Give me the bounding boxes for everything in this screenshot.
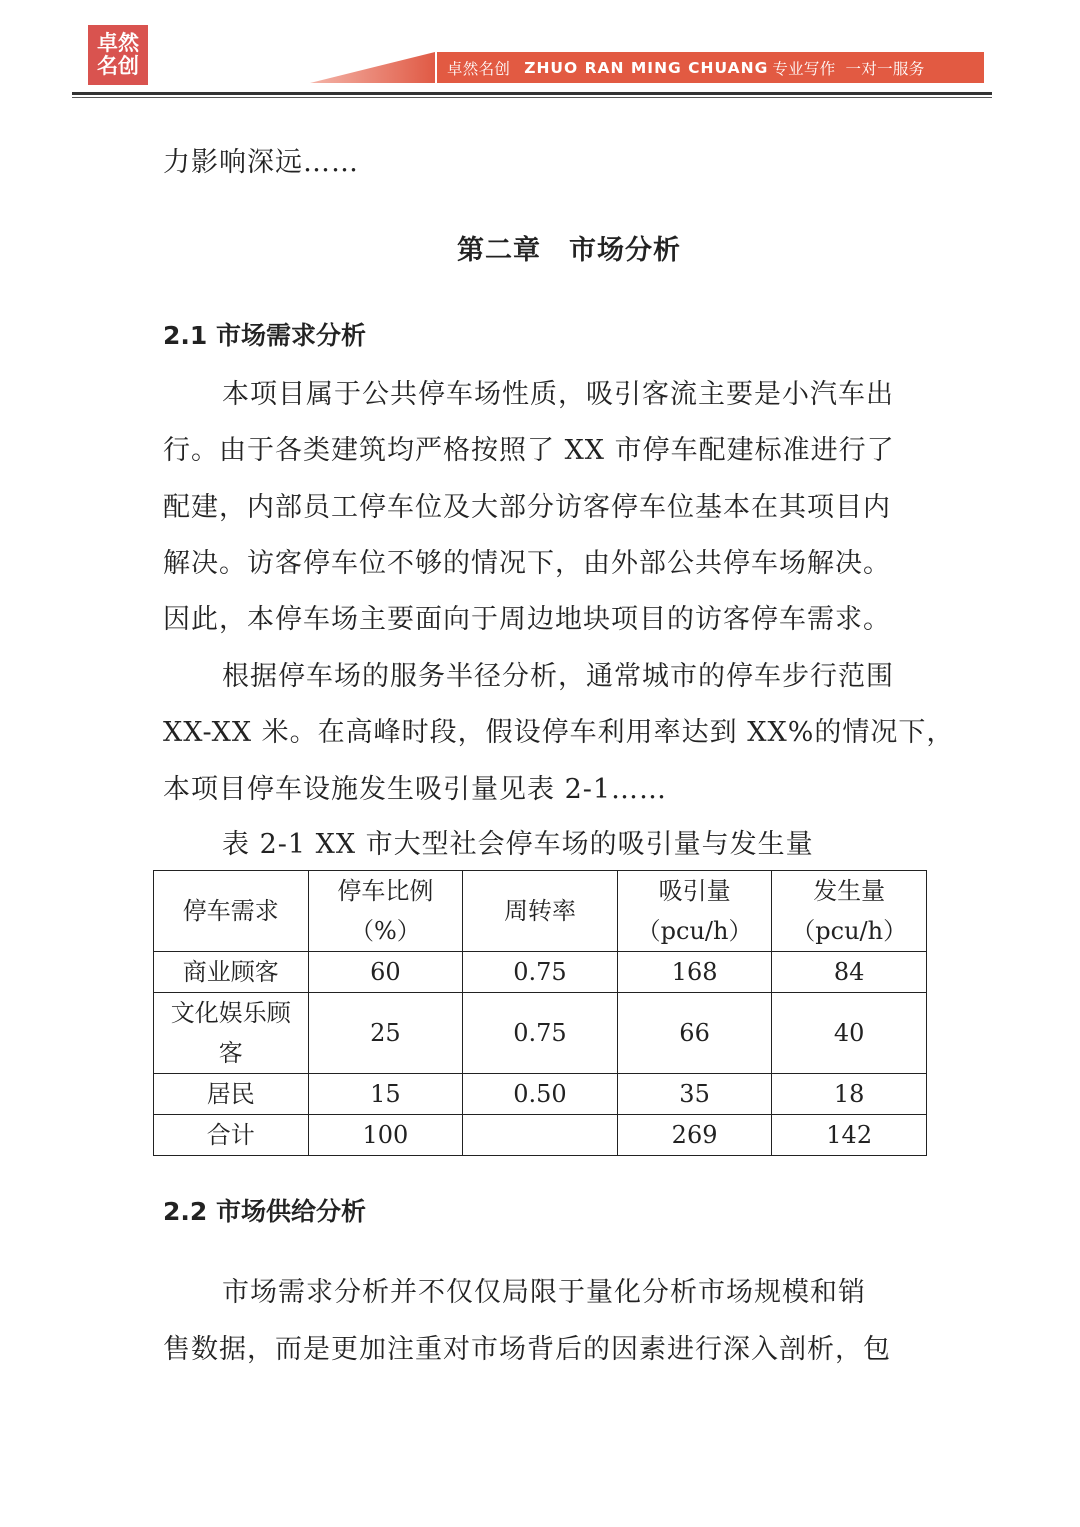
demand-type-cell: 商业顾客 [154, 952, 309, 993]
table-row [154, 993, 927, 1074]
header-cell-unit: （pcu/h） [791, 917, 908, 945]
turnover-cell: 0.75 [463, 952, 618, 993]
header-cell-unit: （%） [349, 917, 421, 945]
section-heading-demand: 2.1 市场需求分析 [163, 321, 366, 350]
header-cell-unit: （pcu/h） [636, 917, 753, 945]
paragraph-line: 根据停车场的服务半径分析，通常城市的停车步行范围 [222, 661, 894, 692]
logo-text-bottom: 名创 [97, 54, 139, 78]
continuation-text: 力影响深远…… [163, 147, 359, 178]
header-cell-text: 停车比例 [337, 877, 434, 905]
parking-demand-table [153, 870, 927, 1156]
table-caption: 表 2-1 XX 市大型社会停车场的吸引量与发生量 [222, 829, 814, 860]
demand-type-text: 文化娱乐顾 [170, 999, 291, 1027]
paragraph-line: 市场需求分析并不仅仅局限于量化分析市场规模和销 [222, 1277, 866, 1308]
paragraph-line: 因此，本停车场主要面向于周边地块项目的访客停车需求。 [163, 604, 891, 635]
paragraph-line: 售数据，而是更加注重对市场背后的因素进行深入剖析，包 [163, 1334, 891, 1365]
ratio-cell: 60 [308, 952, 463, 993]
table-header-row [154, 871, 927, 952]
paragraph-line: 本项目停车设施发生吸引量见表 2-1…… [163, 774, 668, 805]
paragraph-line: XX-XX 米。在高峰时段，假设停车利用率达到 XX%的情况下， [163, 717, 955, 748]
turnover-cell: 0.50 [463, 1074, 618, 1115]
header-cell [463, 871, 618, 952]
ratio-cell: 25 [308, 993, 463, 1074]
paragraph-line: 配建，内部员工停车位及大部分访客停车位基本在其项目内 [163, 492, 891, 523]
header-rule [72, 92, 992, 95]
demand-type-cell: 居民 [154, 1074, 309, 1115]
logo-text-top: 卓然 [97, 31, 139, 55]
header-cell [772, 871, 927, 952]
paragraph-line: 行。由于各类建筑均严格按照了 XX 市停车配建标准进行了 [163, 435, 895, 466]
generation-cell: 18 [772, 1074, 927, 1115]
header-cell [154, 871, 309, 952]
header-banner [437, 52, 984, 83]
attraction-cell: 35 [617, 1074, 772, 1115]
turnover-cell [463, 1115, 618, 1156]
attraction-cell: 66 [617, 993, 772, 1074]
demand-type-cell [154, 993, 309, 1074]
header-cell-text: 周转率 [503, 897, 576, 925]
brand-logo [88, 25, 148, 85]
table-row [154, 1074, 927, 1115]
demand-type-cell: 合计 [154, 1115, 309, 1156]
generation-cell: 40 [772, 993, 927, 1074]
attraction-cell: 168 [617, 952, 772, 993]
section-heading-supply: 2.2 市场供给分析 [163, 1197, 366, 1226]
table-row [154, 952, 927, 993]
paragraph-line: 本项目属于公共停车场性质，吸引客流主要是小汽车出 [222, 379, 894, 410]
ratio-cell: 100 [308, 1115, 463, 1156]
chapter-title: 第二章 市场分析 [457, 235, 681, 266]
banner-wedge [310, 52, 435, 83]
generation-cell: 142 [772, 1115, 927, 1156]
banner-tagline: 专业写作 [772, 59, 836, 78]
banner-brand-cn: 卓然名创 [447, 59, 511, 78]
attraction-cell: 269 [617, 1115, 772, 1156]
demand-type-text-wrap: 客 [218, 1039, 243, 1067]
header-cell [308, 871, 463, 952]
banner-service: 一对一服务 [845, 59, 925, 78]
turnover-cell: 0.75 [463, 993, 618, 1074]
header-cell-text: 发生量 [813, 877, 886, 905]
header-cell-text: 停车需求 [182, 897, 279, 925]
header-cell-text: 吸引量 [658, 877, 731, 905]
header-cell [617, 871, 772, 952]
generation-cell: 84 [772, 952, 927, 993]
ratio-cell: 15 [308, 1074, 463, 1115]
paragraph-line: 解决。访客停车位不够的情况下，由外部公共停车场解决。 [163, 548, 891, 579]
banner-brand-en: ZHUO RAN MING CHUANG [524, 58, 769, 77]
header-rule-thin [72, 97, 992, 98]
table-total-row [154, 1115, 927, 1156]
